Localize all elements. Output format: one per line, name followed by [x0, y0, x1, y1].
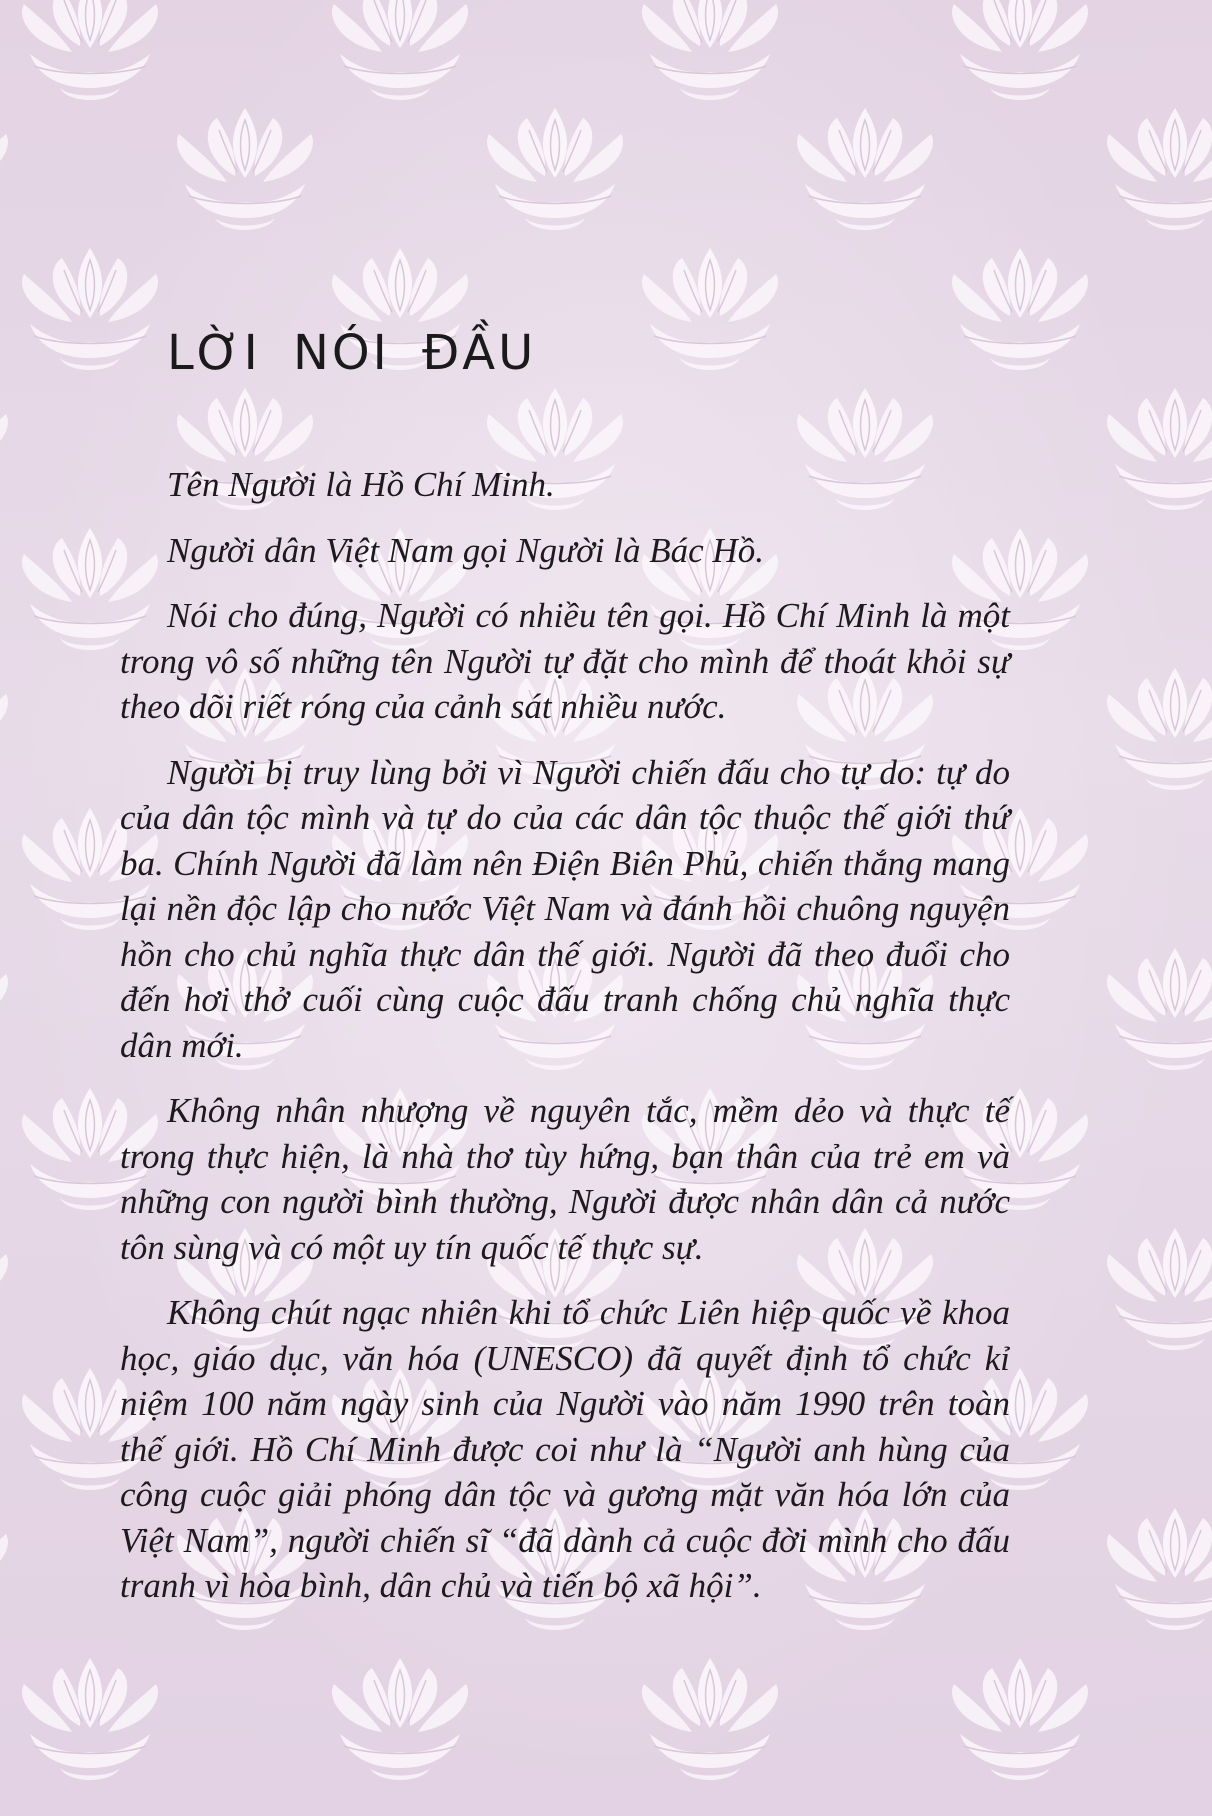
paragraph: Người dân Việt Nam gọi Người là Bác Hồ.: [167, 530, 764, 570]
page-title: LỜI NÓI ĐẦU: [167, 325, 537, 381]
paragraph: Không chút ngạc nhiên khi tổ chức Liên hiệp quốc về khoa học, giáo dục, văn hóa (UNESCO) đã quyết định tổ chức kỉ niệm 100 năm ngày sinh của Người vào năm 1990 trên toàn thế giới. Hồ Chí Minh được coi như là “Người anh hùng của công cuộc giải phóng dân tộc và gương mặt văn hóa lớn của Việt Nam”, người chiến sĩ “đã dành cả cuộc đời mình cho đấu tranh vì hòa bình, dân chủ và tiến bộ xã hội”.: [120, 1293, 1010, 1605]
paragraph: Nói cho đúng, Người có nhiều tên gọi. Hồ Chí Minh là một trong vô số những tên Người tự đặt cho mình để thoát khỏi sự theo dõi riết róng của cảnh sát nhiều nước.: [120, 596, 1010, 726]
paragraph: Tên Người là Hồ Chí Minh.: [167, 465, 555, 504]
preface-body: [120, 462, 1010, 1629]
paragraph: Không nhân nhượng về nguyên tắc, mềm dẻo và thực tế trong thực hiện, là nhà thơ tùy hứng, bạn thân của trẻ em và những con người bình thường, Người được nhân dân cả nước tôn sùng và có một uy tín quốc tế thực sự.: [120, 1091, 1010, 1267]
paragraph: Người bị truy lùng bởi vì Người chiến đấu cho tự do: tự do của dân tộc mình và tự do của các dân tộc thuộc thế giới thứ ba. Chính Người đã làm nên Điện Biên Phủ, chiến thắng mang lại nền độc lập cho nước Việt Nam và đánh hồi chuông nguyện hồn cho chủ nghĩa thực dân thế giới. Người đã theo đuổi cho đến hơi thở cuối cùng cuộc đấu tranh chống chủ nghĩa thực dân mới.: [120, 752, 1010, 1065]
